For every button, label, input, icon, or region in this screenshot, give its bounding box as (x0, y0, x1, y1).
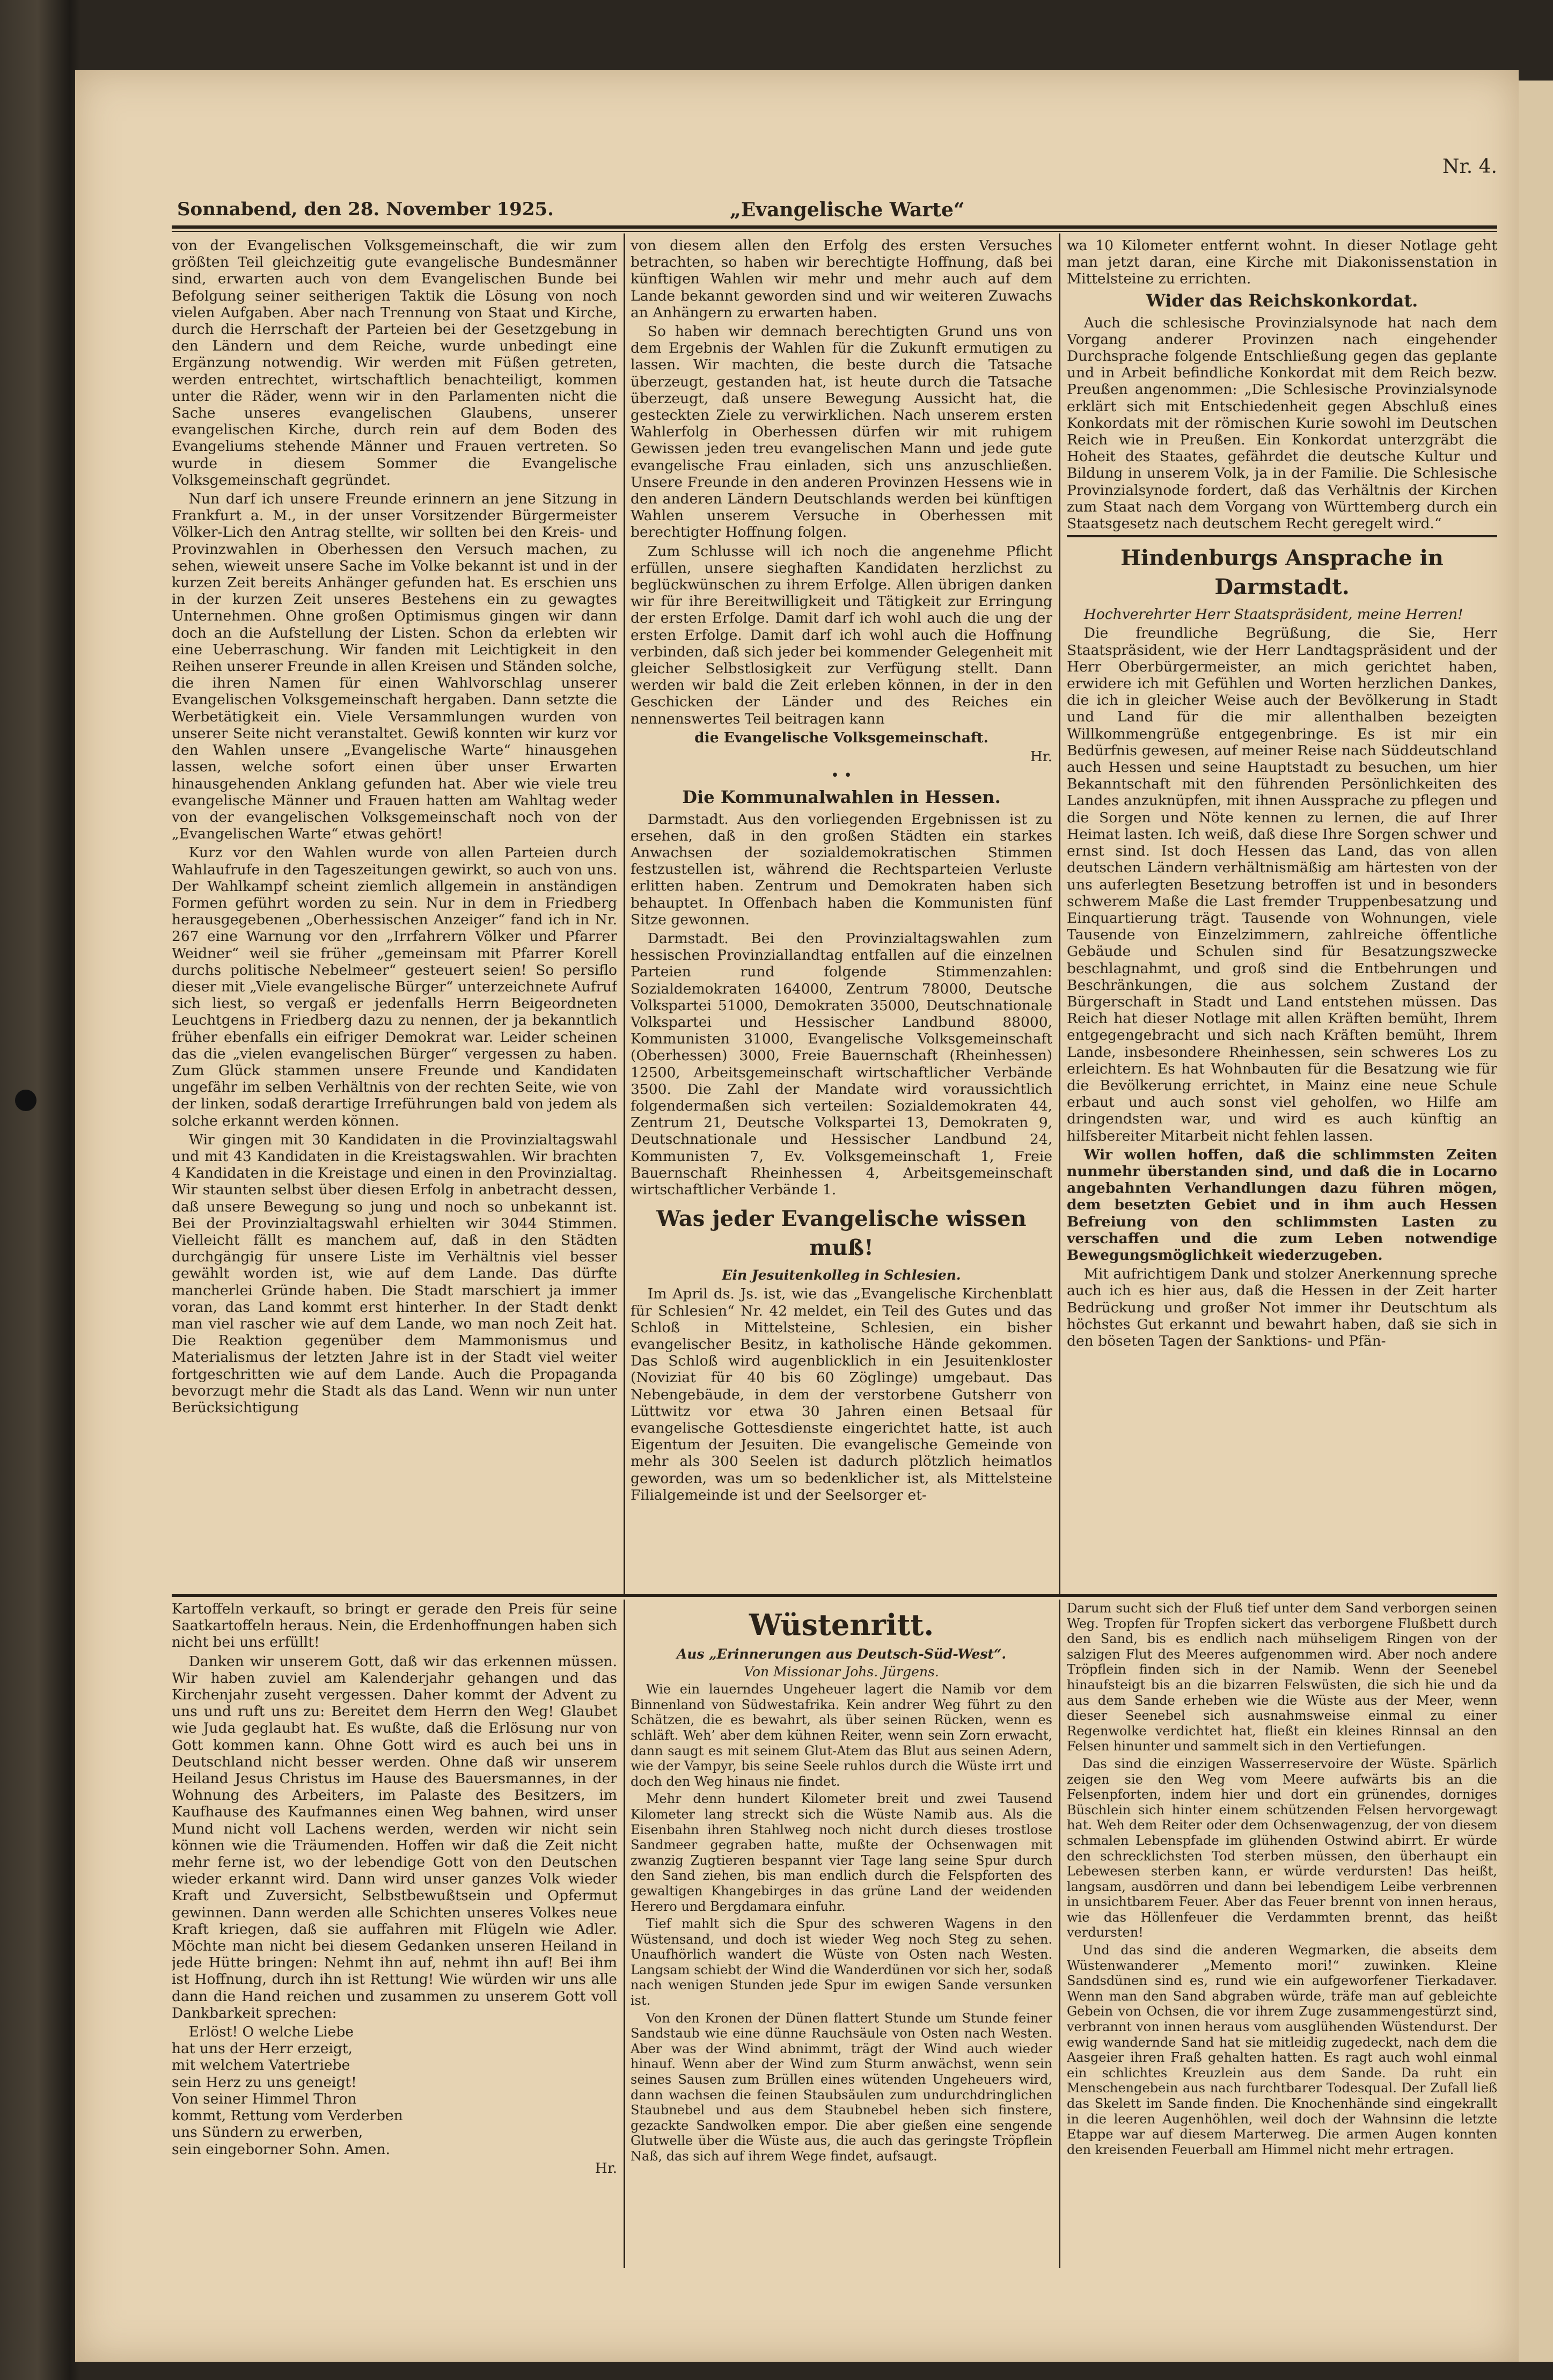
article-rule (1067, 535, 1497, 537)
header-rule-thin (172, 231, 1497, 232)
article-paragraph: Von den Kronen der Dünen flattert Stunde um Stunde feiner Sandstaub wie eine dünne Rauchsäule von Osten nach Westen. Aber was der Wind abnimmt, trägt der Wind auch wieder hinauf. Wenn aber der Wind zum Sturm anwächst, wenn sein seines Sausen zum Brüllen eines wütenden Ungeheuers wird, dann wachsen die feinen Staubsäulen zum undurchdringlichen Staubnebel und aus dem Staubnebel heben sich finstere, gezackte Sandwolken empor. Die aber gießen eine sengende Glutwelle über die Wüste aus, die auch das geringste Tröpflein Naß, das sich auf ihrem Wege findet, aufsaugt. (631, 2010, 1052, 2164)
article-paragraph: von diesem allen den Erfolg des ersten Versuches betrachten, so haben wir berechtigte Hoffnung, daß bei künftigen Wahlen wir mehr und mehr auch auf dem Lande bekannt geworden sind und wir weiteren Zuwachs an Anhängern zu erwarten haben. (631, 237, 1052, 321)
article-paragraph: Auch die schlesische Provinzialsynode hat nach dem Vorgang anderer Provinzen nach eingehender Durchsprache folgende Entschließung gegen das geplante und in Arbeit befindliche Konkordat mit dem Reich bezw. Preußen angenommen: „Die Schlesische Provinzialsynode erklärt sich mit Entschiedenheit gegen Abschluß eines Konkordats mit der römischen Kurie sowohl im Deutschen Reich wie in Preußen. Ein Konkordat unterzgräbt die Hoheit des Staates, gefährdet die deutsche Kultur und Bildung in unserem Volk, ja in der Familie. Die Schlesische Provinzialsynode fordert, daß das Verhältnis der Kirchen zum Staat nach dem Vorgang von Württemberg durch ein Staatsgesetz nach deutschem Recht geregelt wird.“ (1067, 314, 1497, 532)
article-paragraph: Darum sucht sich der Fluß tief unter dem Sand verborgen seinen Weg. Tropfen für Tropfen sickert das verborgene Flußbett durch den Sand, bis es endlich nach mühseligem Ringen von der salzigen Flut des Meeres aufgenommen wird. Aber noch andere Tröpflein finden sich in der Namib. Wenn der Seenebel hinaufsteigt bis an die bizarren Felswüsten, die sich hie und da aus dem Sande erheben wie die Wüste aus der Meer, wenn dieser Seenebel sich ausnahmsweise einmal zu einer Regenwolke verdichtet hat, fließt ein kleines Rinnsal an den Felsen hinunter und sammelt sich in den Vertiefungen. (1067, 1601, 1497, 1754)
article-paragraph: Die freundliche Begrüßung, die Sie, Herr Staatspräsident, wie der Herr Landtagspräsident und der Herr Oberbürgermeister, an mich gerichtet haben, erwidere ich mit Gefühlen und Worten herzlichen Dankes, die ich in gleicher Weise auch der Bevölkerung in Stadt und Land für die mir allenthalben bezeigten Willkommengrüße entgegenbringe. Es ist mir ein Bedürfnis gewesen, auf meiner Reise nach Süddeutschland auch Hessen und seine Hauptstadt zu besuchen, um hier Bekanntschaft mit den führenden Persönlichkeiten des Landes anzuknüpfen, mit ihnen Aussprache zu pflegen und die Sorgen und Nöte kennen zu lernen, die auf Ihrer Heimat lasten. Ich weiß, daß diese Ihre Sorgen schwer und ernst sind. Ist doch Hessen das Land, das von allen deutschen Ländern verhältnismäßig am härtesten von der uns auferlegten Besetzung betroffen ist und in besonders schwerem Maße die Last fremder Truppenbesatzung und Einquartierung trägt. Tausende von Wohnungen, viele Tausende von Einzelzimmern, zahlreiche öffentliche Gebäude und Schulen sind für Besatzungszwecke beschlagnahmt, und groß sind die Entbehrungen und Beschränkungen, die aus solchem Zustand der Bürgerschaft in Stadt und Land entstehen müssen. Das Reich hat dieser Notlage mit allen Kräften bemüht, Ihrem entgegengebracht und sich nach Kräften bemüht, Ihrem Lande, insbesondere Rheinhessen, sein schweres Los zu erleichtern. Es hat Wohnbauten für die Besatzung wie für die Bevölkerung errichtet, in Mainz eine neue Schule erbaut und auch sonst viel geholfen, wo Hilfe am dringendsten war, und wird es auch künftig an hilfsbereiter Mitarbeit nicht fehlen lassen. (1067, 625, 1497, 1144)
article-paragraph: Danken wir unserem Gott, daß wir das erkennen müssen. Wir haben zuviel am Kalenderjahr gehangen und das Kirchenjahr zuseht vergessen. Daher kommt der Advent zu uns und ruft uns zu: Bereitet dem Herrn den Weg! Glaubet wie Juda geglaubt hat. Es wußte, daß die Erlösung nur von Gott kommen kann. Ohne Gott wird es auch bei uns in Deutschland nicht besser werden. Ohne daß wir unserem Heiland Jesus Christus im Hause des Bauersmannes, in der Wohnung des Arbeiters, im Palaste des Besitzers, im Kaufhause des Kaufmannes einen Weg bahnen, wird unser Mund nicht voll Lachens werden, werden wir nicht sein können wie die Träumenden. Hoffen wir daß die Zeit nicht mehr ferne ist, wo der lebendige Gott von den Deutschen wieder erkannt wird. Dann wird unser ganzes Volk wieder Kraft und Zuversicht, Selbstbewußtsein und Opfermut gewinnen. Dann werden alle Schichten unseres Volkes neue Kraft kriegen, daß sie auffahren mit Flügeln wie Adler. Möchte man nicht bei diesem Gedanken unseren Heiland in jede Hütte bringen: Nehmt ihn auf, nehmt ihn auf! Bei ihm ist Hoffnung, durch ihn ist Rettung! Wie würden wir uns alle dann die Hand reichen und zusammen zu unserem Gott voll Dankbarkeit sprechen: (172, 1653, 617, 2021)
lower-column-1 (172, 1601, 617, 2266)
next-page-edge (1519, 81, 1553, 2362)
upper-column-1 (172, 237, 617, 1593)
reichskonkordat-headline: Wider das Reichskonkordat. (1146, 290, 1418, 311)
column-divider-4 (1059, 1600, 1060, 2268)
column-divider-2 (1059, 233, 1060, 1594)
hindenburg-headline: Hindenburgs Ansprache in Darmstadt. (1120, 545, 1444, 600)
hymn-verse: Erlöst! O welche Liebe hat uns der Herr erzeigt, mit welchem Vatertriebe sein Herz zu uns geneigt! Von seiner Himmel Thron kommt, Rettung vom Verderben uns Sündern zu erwerben, sein eingeborner Sohn. Amen. (172, 2024, 403, 2158)
article-paragraph: Tief mahlt sich die Spur des schweren Wagens in den Wüstensand, und doch ist wieder Weg noch Steg zu sehen. Unaufhörlich wandert die Wüste von Osten nach Westen. Langsam schiebt der Wind die Wanderdünen vor sich her, sodaß nach wenigen Stunden jede Spur im ewigen Sande versunken ist. (631, 1916, 1052, 2009)
newspaper-title: „Evangelische Warte“ (730, 199, 965, 221)
upper-column-2 (631, 237, 1052, 1593)
header-rule (172, 225, 1497, 229)
issue-date: Sonnabend, den 28. November 1925. (177, 199, 554, 220)
article-author: Von Missionar Johs. Jürgens. (744, 1663, 939, 1680)
page-number: Nr. 4. (1442, 156, 1497, 178)
lower-column-3 (1067, 1601, 1497, 2266)
article-paragraph: Zum Schlusse will ich noch die angenehme Pflicht erfüllen, unsere sieghaften Kandidaten herzlichst zu beglückwünschen zu ihrem Erfolge. Allen übrigen danken wir für ihre Bereitwilligkeit und Tätigkeit zur Erringung der ersten Erfolge. Damit darf ich wohl auch die ung der ersten Erfolge. Damit darf ich wohl auch die Hoffnung verbinden, daß sich jeder bei kommender Gelegenheit mit gleicher Selbstlosigkeit zur Verfügung stellt. Dann werden wir bald die Zeit erleben können, in der in den Geschicken der Länder und des Reiches ein nennenswertes Teil beitragen kann (631, 543, 1052, 727)
ornament-separator: • • (831, 767, 852, 784)
upper-column-3 (1067, 237, 1497, 1593)
article-paragraph: Darmstadt. Aus den vorliegenden Ergebnissen ist zu ersehen, daß in den großen Städten ein starkes Anwachsen der sozialdemokratischen Stimmen festzustellen ist, während die Rechtsparteien Verluste erlitten haben. Zentrum und Demokraten haben sich behauptet. In Offenbach haben die Kommunisten fünf Sitze gewonnen. (631, 811, 1052, 928)
article-paragraph: Kartoffeln verkauft, so bringt er gerade den Preis für seine Saatkartoffeln heraus. Nein, die Erdenhoffnungen haben sich nicht bei uns erfüllt! (172, 1601, 617, 1651)
article-paragraph: von der Evangelischen Volksgemeinschaft, die wir zum größten Teil gleichzeitig gute evangelische Bundesmänner sind, erwarten auch von dem Evangelischen Bunde bei Befolgung seiner seitherigen Taktik die Lösung von noch vielen Aufgaben. Aber nach Trennung von Staat und Kirche, durch die Herrschaft der Parteien bei der Gesetzgebung in den Ländern und dem Reiche, wurde unbedingt eine Ergänzung notwendig. Wir werden mit Füßen getreten, werden entrechtet, wirtschaftlich benachteiligt, kommen unter die Räder, wenn wir in den Parlamenten nicht die Sache unseres evangelischen Glaubens, unserer evangelischen Kirche, durch rein auf dem Boden des Evangeliums stehende Männer und Frauen vertreten. So wurde in diesem Sommer die Evangelische Volksgemeinschaft gegründet. (172, 237, 617, 488)
author-initials: Hr. (1030, 748, 1052, 765)
column-divider-1 (624, 233, 625, 1594)
article-paragraph: Und das sind die anderen Wegmarken, die abseits dem Wüstenwanderer „Memento mori!“ zuwinken. Kleine Sandsdünen sind es, rund wie ein aufgeworfener Tierkadaver. Wenn man den Sand abgraben würde, träfe man auf gebleichte Gebein von Ochsen, die vor ihrem Zuge zusammengestürzt sind, verbrannt von innen heraus vom ausglühenden Wüstendurst. Der ewig wandernde Sand hat sie mitleidig zugedeckt, nach dem die Aasgeier ihren Fraß gehalten hatten. Es ragt auch wohl einmal ein schlichtes Kreuzlein aus dem Sande. Da ruht ein Menschengebein aus nach furchtbarer Todesqual. Der Zufall ließ das Skelett im Sande finden. Die Knochenhände sind eingekrallt in die leeren Augenhöhlen, weil doch der Wahnsinn die letzte Etappe war auf diesem Marterweg. Die armen Augen konnten den kreisenden Feuerball am Himmel nicht mehr ertragen. (1067, 1943, 1497, 2157)
article-paragraph: Nun darf ich unsere Freunde erinnern an jene Sitzung in Frankfurt a. M., in der unser Vorsitzender Bürgermeister Völker-Lich den Antrag stellte, wir sollten bei den Kreis- und Provinzwahlen in Oberhessen den Versuch machen, zu sehen, wieweit unsere Sache im Volke bekannt ist und in der kurzen Zeit bereits Anhänger gefunden hat. Es erschien uns in der kurzen Zeit unseres Bestehens ein zu gewagtes Unternehmen. Ohne großen Optimismus gingen wir dann doch an die Aufstellung der Listen. Schon da erlebten wir eine Ueberraschung. Wir fanden mit Leichtigkeit in den Reihen unserer Freunde in allen Kreisen und Ständen solche, die ihren Namen für einen Wahlvorschlag unserer Evangelischen Volksgemeinschaft hergaben. Dann setzte die Werbetätigkeit ein. Viele Versammlungen wurden von unserer Seite nicht veranstaltet. Gewiß konnten wir kurz vor den Wahlen unsere „Evangelische Warte“ hinausgehen lassen, welche sofort einen über unser Erwarten hinausgehenden Anklang gefunden hat. Aber wie viele treu evangelische Männer und Frauen hatten am Wahltag weder von der evangelischen Volksgemeinschaft noch von der „Evangelischen Warte“ etwas gehört! (172, 491, 617, 843)
signature-line: die Evangelische Volksgemeinschaft. (694, 729, 988, 746)
binding-hole (15, 1090, 36, 1111)
article-paragraph: Im April ds. Js. ist, wie das „Evangelische Kirchenblatt für Schlesien“ Nr. 42 meldet, ein Teil des Gutes und das Schloß in Mittelsteine, Schlesien, ein bisher evangelischer Besitz, in katholische Hände gekommen. Das Schloß wird augenblicklich in ein Jesuitenkloster (Noviziat für 40 bis 60 Zöglinge) umgebaut. Das Nebengebäude, in dem der verstorbene Gutsherr von Lüttwitz vor etwa 30 Jahren einen Betsaal für evangelische Gottesdienste eingerichtet hatte, ist auch Eigentum der Jesuiten. Die evangelische Gemeinde von mehr als 300 Seelen ist dadurch plötzlich heimatlos geworden, was um so bedenklicher ist, als Mittelsteine Filialgemeinde ist und der Seelsorger et- (631, 1286, 1052, 1503)
greeting: Hochverehrter Herr Staatspräsident, meine Herren! (1083, 606, 1463, 623)
kommunalwahlen-headline: Die Kommunalwahlen in Hessen. (682, 786, 1001, 807)
article-paragraph: So haben wir demnach berechtigten Grund uns von dem Ergebnis der Wahlen für die Zukunft ermutigen zu lassen. Wir machten, die beste durch die Tatsache überzeugt, gestanden hat, ist heute durch die Tatsache überzeugt, daß unsere Bewegung Aussicht hat, die gesteckten Ziele zu verwirklichen. Nach unserem ersten Wahlerfolg in Oberhessen dürfen wir mit ruhigem Gewissen jeden treu evangelischen Mann und jede gute evangelische Frau einladen, sich uns anzuschließen. Unsere Freunde in den anderen Provinzen Hessens wie in den anderen Ländern Deutschlands werden bei künftigen Wahlen unserem Versuche in Oberhessen mit berechtigter Hoffnung folgen. (631, 323, 1052, 541)
lower-column-2 (631, 1601, 1052, 2266)
article-paragraph: wa 10 Kilometer entfernt wohnt. In dieser Notlage geht man jetzt daran, eine Kirche mit Diakonissenstation in Mittelsteine zu errichten. (1067, 237, 1497, 288)
article-paragraph: Kurz vor den Wahlen wurde von allen Parteien durch Wahlaufrufe in den Tageszeitungen gewirkt, so auch von uns. Der Wahlkampf scheint ziemlich allgemein in anständigen Formen geführt worden zu sein. Nur in dem in Friedberg herausgegebenen „Oberhessischen Anzeiger“ fand ich in Nr. 267 eine Warnung vor den „Irrfahrern Völker und Pfarrer Weidner“ weil sie früher „gemeinsam mit Pfarrer Korell durchs politische Nebelmeer“ gesteuert seien! So persiflo dieser mit „Viele evangelische Bürger“ unterzeichnete Aufruf sich liest, so vergaß er jedenfalls Herrn Beigeordneten Leuchtgens in Friedberg dazu zu nennen, der ja bekanntlich früher ebenfalls ein eifriger Demokrat war. Leider scheinen das die „vielen evangelischen Bürger“ vergessen zu haben. Zum Glück stammen unsere Freunde und Kandidaten ungefähr im selben Verhältnis von der rechten Seite, wie von der linken, sodaß derartige Irreführungen bald von jedem als solche erkannt werden können. (172, 844, 617, 1129)
article-paragraph: Wir wollen hoffen, daß die schlimmsten Zeiten nunmehr überstanden sind, und daß die in Locarno angebahnten Verhandlungen dazu führen mögen, dem besetzten Gebiet und in ihm auch Hessen Befreiung von den schlimmsten Lasten zu verschaffen und die zum Leben notwendige Bewegungsmöglichkeit wiederzugeben. (1067, 1146, 1497, 1264)
author-initials: Hr. (595, 2159, 617, 2177)
article-paragraph: Mehr denn hundert Kilometer breit und zwei Tausend Kilometer lang streckt sich die Wüste Namib aus. Als die Eisenbahn ihren Stahlweg noch nicht durch dieses trostlose Sandmeer gegraben hatte, mußte der Ochsenwagen mit zwanzig Zugtieren bespannt vier Tage lang seine Spur durch den Sand ziehen, bis man endlich durch die Felspforten des gewaltigen Khangebirges in das grüne Land der weidenden Herero und Bergdamara einfuhr. (631, 1791, 1052, 1914)
article-subtitle: Ein Jesuitenkolleg in Schlesien. (722, 1267, 961, 1283)
article-paragraph: Das sind die einzigen Wasserreservoire der Wüste. Spärlich zeigen sie den Weg vom Meere aufwärts bis an die Felsenpforten, indem hier und dort ein grünendes, dorniges Büschlein sich hinter einem schützenden Felsen hervorgewagt hat. Weh dem Reiter oder dem Ochsenwagenzug, der von diesem schmalen Lebenspfade im glühenden Ostwind abirrt. Er würde den schrecklichsten Tod sterben müssen, den überhaupt ein Lebewesen sterben kann, er würde verdursten! Das heißt, langsam, ausdörren und dann bei lebendigem Leibe verbrennen in unsichtbarem Feuer. Aber das Feuer brennt von innen heraus, wie das Höllenfeuer die Verdammten brennt, das heißt verdursten! (1067, 1756, 1497, 1940)
column-divider-3 (624, 1600, 625, 2268)
article-subtitle: Aus „Erinnerungen aus Deutsch-Süd-West“. (676, 1646, 1007, 1662)
article-paragraph: Mit aufrichtigem Dank und stolzer Anerkennung spreche auch ich es hier aus, daß die Hessen in der Zeit harter Bedrückung und großer Not immer ihr Deutschtum als höchstes Gut erkannt und bewahrt haben, daß sie sich in den böseten Tagen der Sanktions- und Pfän- (1067, 1266, 1497, 1349)
evangelische-headline: Was jeder Evangelische wissen muß! (656, 1206, 1027, 1261)
article-paragraph: Wir gingen mit 30 Kandidaten in die Provinzialtagswahl und mit 43 Kandidaten in die Kreistagswahlen. Wir brachten 4 Kandidaten in die Kreistage und einen in den Provinzialtag. Wir staunten selbst über diesen Erfolg in anbetracht dessen, daß unsere Bewegung so jung und noch so unbekannt ist. Bei der Provinzialtagswahl erhielten wir 3044 Stimmen. Vielleicht fällt es manchem auf, daß in den Städten durchgängig für unsere Liste im Verhältnis viel besser gewählt worden ist, wie auf dem Lande. Das dürfte mancherlei Gründe haben. Die Stadt marschiert ja immer voran, das Land kommt erst hinterher. In der Stadt denkt man viel rascher wie auf dem Lande, wo man noch Zeit hat. Die Reaktion gegenüber dem Mammonismus und Materialismus der letzten Jahre ist in der Stadt viel weiter fortgeschritten wie auf dem Lande. Auch die Propaganda bevorzugt mehr die Stadt als das Land. Wenn wir nun unter Berücksichtigung (172, 1131, 617, 1417)
article-paragraph: Darmstadt. Bei den Provinzialtagswahlen zum hessischen Provinziallandtag entfallen auf die einzelnen Parteien rund folgende Stimmenzahlen: Sozialdemokraten 164000, Zentrum 78000, Deutsche Volkspartei 51000, Demokraten 35000, Deutschnationale Volkspartei und Hessischer Landbund 88000, Kommunisten 31000, Evangelische Volksgemeinschaft (Oberhessen) 3000, Freie Bauernschaft (Rheinhessen) 12500, Arbeitsgemeinschaft wirtschaftlicher Verbände 3500. Die Zahl der Mandate wird voraussichtlich folgendermaßen sich verteilen: Sozialdemokraten 44, Zentrum 21, Deutsche Volkspartei 13, Demokraten 9, Deutschnationale und Hessischer Landbund 24, Kommunisten 7, Ev. Volksgemeinschaft 1, Freie Bauernschaft Rheinhessen 4, Arbeitsgemeinschaft wirtschaftlicher Verbände 1. (631, 930, 1052, 1198)
section-rule (172, 1594, 1497, 1597)
newspaper-page (75, 70, 1519, 2362)
article-paragraph: Wie ein lauerndes Ungeheuer lagert die Namib vor dem Binnenland von Südwestafrika. Kein andrer Weg führt zu den Schätzen, die es bewahrt, als über seinen Rücken, wenn es schläft. Weh’ aber dem kühnen Reiter, wenn sein Zorn erwacht, dann saugt es mit seinem Glut-Atem das Blut aus seinen Adern, wie der Vampyr, bis seine Seele ruhlos durch die Wüste irrt und doch den Weg hinaus nie findet. (631, 1682, 1052, 1789)
wuestenritt-headline: Wüstenritt. (749, 1608, 934, 1642)
